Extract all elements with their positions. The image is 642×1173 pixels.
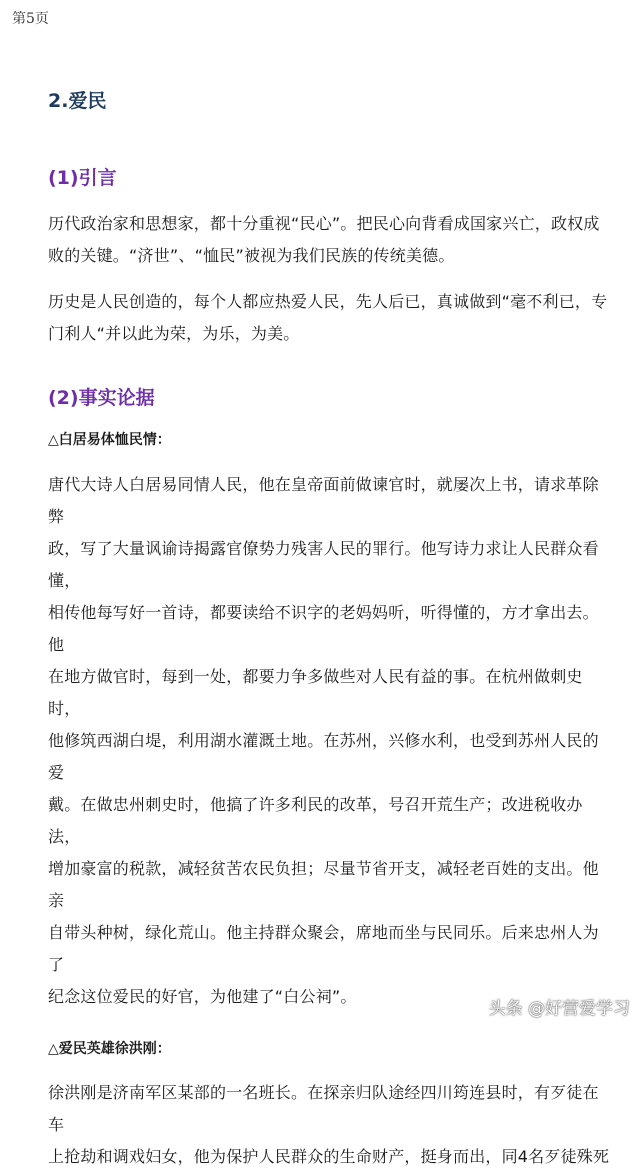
intro-paragraph-2 <box>48 286 614 350</box>
text-line: 戴。在做忠州刺史时，他搞了许多利民的改革，号召开荒生产；改进税收办法， <box>48 795 583 846</box>
example-body-xu-honggang <box>48 1077 614 1173</box>
intro-heading: (1)引言 <box>48 167 117 189</box>
text-line: 政，写了大量讽谕诗揭露官僚势力残害人民的罪行。他写诗力求让人民群众看懂， <box>48 539 599 590</box>
text-line: 上抢劫和调戏妇女，他为保护人民群众的生命财产，挺身而出，同4名歹徒殊死 <box>48 1147 610 1166</box>
watermark <box>459 994 630 1019</box>
facts-heading: (2)事实论据 <box>48 387 155 409</box>
page-number: 第5页 <box>12 11 49 27</box>
watermark-text: 头条 @好营爱学习 <box>488 999 630 1019</box>
text-line: 纪念这位爱民的好官，为他建了“白公祠”。 <box>48 987 357 1006</box>
text-line: 相传他每写好一首诗，都要读给不识字的老妈妈听，听得懂的，方才拿出去。他 <box>48 603 599 654</box>
text-line: 历史是人民创造的，每个人都应热爱人民，先人后已，真诚做到“毫不利已，专 <box>48 292 608 311</box>
text-line: 增加豪富的税款，减轻贫苦农民负担；尽量节省开支，减轻老百姓的支出。他亲 <box>48 859 599 910</box>
text-line: 在地方做官时，每到一处，都要力争多做些对人民有益的事。在杭州做刺史时， <box>48 667 583 718</box>
text-line: 自带头种树，绿化荒山。他主持群众聚会，席地而坐与民同乐。后来忠州人为了 <box>48 923 599 974</box>
intro-paragraph-1 <box>48 208 614 272</box>
watermark-logo-icon <box>459 995 483 1019</box>
section-title: 2.爱民 <box>48 90 107 112</box>
text-line: 历代政治家和思想家，都十分重视“民心”。把民心向背看成国家兴亡，政权成 <box>48 214 600 233</box>
example-body-bai-juyi <box>48 469 614 1013</box>
text-line: 门利人“并以此为荣，为乐，为美。 <box>48 324 300 343</box>
example-title-bai-juyi: △白居易体恤民情： <box>48 432 171 448</box>
example-title-xu-honggang: △爱民英雄徐洪刚： <box>48 1041 171 1057</box>
text-line: 败的关键。“济世”、“恤民”被视为我们民族的传统美德。 <box>48 246 455 265</box>
text-line: 他修筑西湖白堤，利用湖水灌溉土地。在苏州，兴修水利，也受到苏州人民的爱 <box>48 731 599 782</box>
text-line: 唐代大诗人白居易同情人民，他在皇帝面前做谏官时，就屡次上书，请求革除弊 <box>48 475 599 526</box>
text-line: 徐洪刚是济南军区某部的一名班长。在探亲归队途经四川筠连县时，有歹徒在车 <box>48 1083 599 1134</box>
